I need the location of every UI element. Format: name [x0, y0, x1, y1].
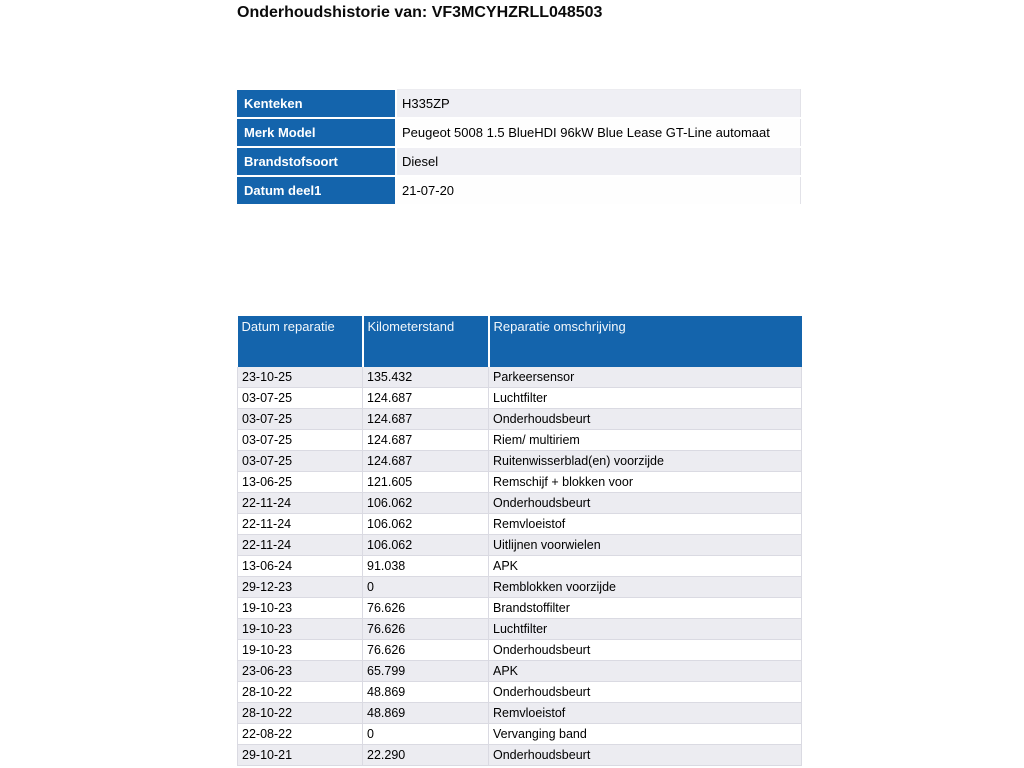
history-cell-description: Luchtfilter — [489, 619, 802, 640]
history-row — [238, 745, 802, 766]
info-row-label: Merk Model — [237, 118, 396, 147]
history-cell-odometer: 135.432 — [363, 367, 489, 388]
history-cell-odometer: 48.869 — [363, 682, 489, 703]
history-row — [238, 640, 802, 661]
history-cell-description: Remvloeistof — [489, 514, 802, 535]
history-cell-odometer: 106.062 — [363, 535, 489, 556]
history-row — [238, 514, 802, 535]
history-cell-date: 03-07-25 — [238, 430, 363, 451]
history-row — [238, 682, 802, 703]
history-cell-date: 19-10-23 — [238, 619, 363, 640]
history-cell-odometer: 106.062 — [363, 514, 489, 535]
history-cell-date: 28-10-22 — [238, 703, 363, 724]
history-cell-date: 19-10-23 — [238, 640, 363, 661]
history-cell-description: Luchtfilter — [489, 388, 802, 409]
history-cell-description: APK — [489, 661, 802, 682]
history-row — [238, 724, 802, 745]
history-row — [238, 472, 802, 493]
history-cell-date: 22-08-22 — [238, 724, 363, 745]
history-cell-odometer: 22.290 — [363, 745, 489, 766]
history-cell-date: 03-07-25 — [238, 451, 363, 472]
history-row — [238, 619, 802, 640]
history-row — [238, 556, 802, 577]
history-cell-date: 22-11-24 — [238, 493, 363, 514]
page-title: Onderhoudshistorie van: VF3MCYHZRLL048503 — [237, 4, 603, 21]
info-row-value: Diesel — [396, 147, 801, 176]
info-row-value: Peugeot 5008 1.5 BlueHDI 96kW Blue Lease GT-Line automaat — [396, 118, 801, 147]
history-cell-odometer: 65.799 — [363, 661, 489, 682]
history-cell-date: 22-11-24 — [238, 535, 363, 556]
info-row-value: H335ZP — [396, 90, 801, 119]
history-row — [238, 493, 802, 514]
history-row — [238, 451, 802, 472]
history-cell-description: Riem/ multiriem — [489, 430, 802, 451]
maintenance-history-table — [237, 316, 802, 766]
history-cell-description: Uitlijnen voorwielen — [489, 535, 802, 556]
history-row — [238, 367, 802, 388]
history-cell-description: Remblokken voorzijde — [489, 577, 802, 598]
history-cell-description: Remvloeistof — [489, 703, 802, 724]
history-row — [238, 388, 802, 409]
history-cell-odometer: 121.605 — [363, 472, 489, 493]
history-cell-date: 03-07-25 — [238, 409, 363, 430]
history-cell-description: Onderhoudsbeurt — [489, 493, 802, 514]
history-cell-description: Onderhoudsbeurt — [489, 409, 802, 430]
history-cell-description: Remschijf + blokken voor — [489, 472, 802, 493]
history-cell-description: Vervanging band — [489, 724, 802, 745]
history-cell-date: 28-10-22 — [238, 682, 363, 703]
history-body — [238, 367, 802, 766]
history-column-header: Reparatie omschrijving — [489, 316, 802, 367]
history-cell-odometer: 0 — [363, 577, 489, 598]
history-cell-odometer: 124.687 — [363, 409, 489, 430]
history-cell-date: 29-10-21 — [238, 745, 363, 766]
info-row — [237, 90, 801, 119]
info-row-label: Kenteken — [237, 90, 396, 119]
history-cell-description: Onderhoudsbeurt — [489, 682, 802, 703]
history-cell-odometer: 76.626 — [363, 640, 489, 661]
history-cell-description: Onderhoudsbeurt — [489, 745, 802, 766]
history-cell-odometer: 106.062 — [363, 493, 489, 514]
history-cell-odometer: 124.687 — [363, 430, 489, 451]
history-cell-description: Onderhoudsbeurt — [489, 640, 802, 661]
history-column-header: Kilometerstand — [363, 316, 489, 367]
history-header-row — [238, 316, 802, 367]
history-cell-date: 13-06-24 — [238, 556, 363, 577]
history-row — [238, 409, 802, 430]
history-cell-description: Parkeersensor — [489, 367, 802, 388]
history-cell-odometer: 76.626 — [363, 619, 489, 640]
history-row — [238, 430, 802, 451]
vehicle-info-table — [237, 89, 801, 206]
info-row — [237, 118, 801, 147]
history-cell-description: Brandstoffilter — [489, 598, 802, 619]
info-row — [237, 147, 801, 176]
history-cell-odometer: 0 — [363, 724, 489, 745]
history-cell-date: 03-07-25 — [238, 388, 363, 409]
history-cell-odometer: 124.687 — [363, 451, 489, 472]
history-cell-date: 29-12-23 — [238, 577, 363, 598]
history-cell-odometer: 91.038 — [363, 556, 489, 577]
history-column-header: Datum reparatie — [238, 316, 363, 367]
vehicle-info-body — [237, 90, 801, 206]
history-cell-date: 13-06-25 — [238, 472, 363, 493]
history-row — [238, 703, 802, 724]
info-row-label: Datum deel1 — [237, 176, 396, 205]
history-cell-date: 23-10-25 — [238, 367, 363, 388]
info-row — [237, 176, 801, 205]
history-cell-date: 23-06-23 — [238, 661, 363, 682]
history-cell-odometer: 124.687 — [363, 388, 489, 409]
history-cell-description: Ruitenwisserblad(en) voorzijde — [489, 451, 802, 472]
history-row — [238, 535, 802, 556]
info-row-label: Brandstofsoort — [237, 147, 396, 176]
history-row — [238, 661, 802, 682]
history-cell-description: APK — [489, 556, 802, 577]
history-row — [238, 577, 802, 598]
history-row — [238, 598, 802, 619]
history-cell-date: 19-10-23 — [238, 598, 363, 619]
history-cell-odometer: 76.626 — [363, 598, 489, 619]
info-row-value: 21-07-20 — [396, 176, 801, 205]
history-cell-date: 22-11-24 — [238, 514, 363, 535]
history-cell-odometer: 48.869 — [363, 703, 489, 724]
